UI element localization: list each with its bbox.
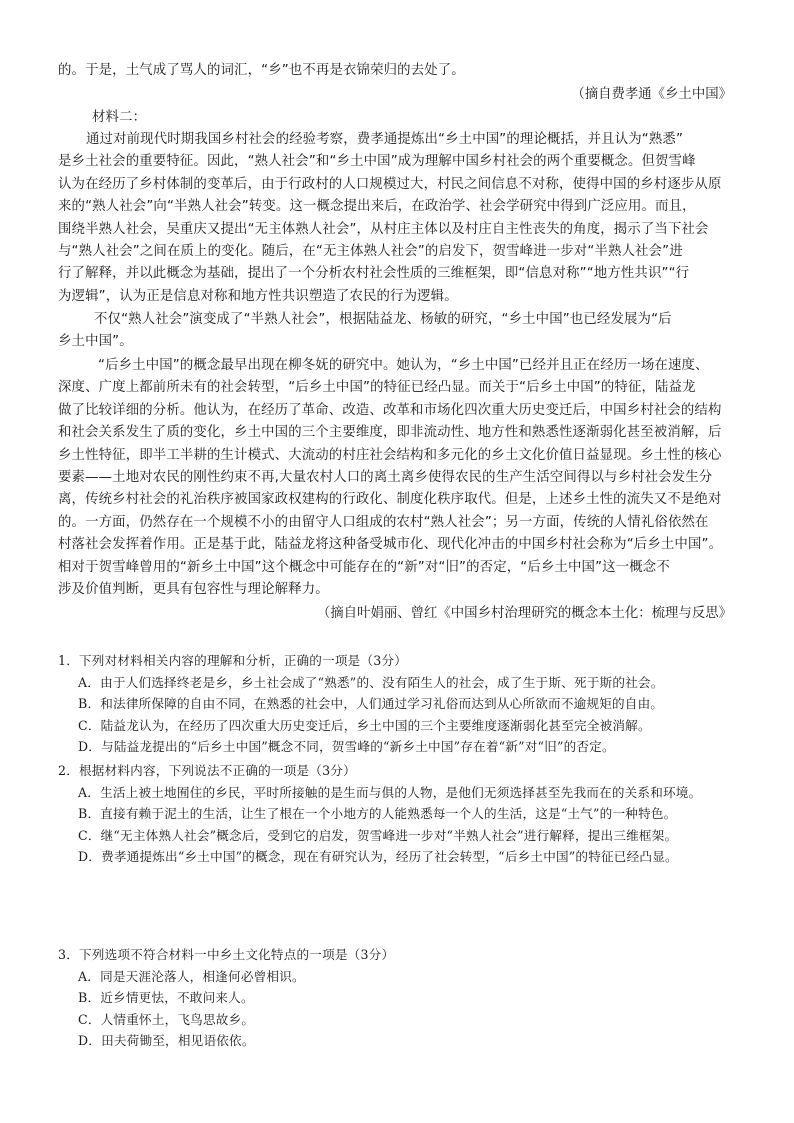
option-b: B．近乡情更怯，不敢问来人。	[78, 990, 254, 1006]
option-d: D．费孝通提炼出“乡土中国”的概念，现在有研究认为，经历了社会转型，“后乡土中国”的特征已经凸显。	[78, 849, 678, 865]
text-line: 行了解释，并以此概念为基础，提出了一个分析农村社会性质的三维框架，即“信息对称”“地方性共识”“行	[58, 266, 690, 282]
text-line: 与“熟人社会”之间在质上的变化。随后，在“无主体熟人社会”的启发下，贺雪峰进一步对“半熟人社会”进	[58, 243, 683, 259]
material2-heading: 材料二：	[92, 110, 147, 125]
option-d: D．与陆益龙提出的“后乡土中国”概念不同，贺雪峰的“新乡土中国”存在着“新”对“旧”的否定。	[78, 739, 615, 755]
text-line: 村落社会发挥着作用。正是基于此，陆益龙将这种备受城市化、现代化冲击的中国乡村社会称为“后乡土中国”。	[58, 537, 723, 553]
text-line: “后乡土中国”的概念最早出现在柳冬妩的研究中。她认为，“乡土中国”已经并且正在经历一场在速度、	[98, 358, 709, 373]
text-line: 要素——土地对农民的刚性约束不再,大量农村人口的离土离乡使得农民的生产生活空间得以与乡村社会发生分	[58, 469, 713, 485]
question-stem: 2．根据材料内容，下列说法不正确的一项是（3分）	[58, 763, 356, 778]
option-b: B．直接有赖于泥土的生活，让生了根在一个小地方的人能熟悉每一个人的生活，这是“土气”的一种特色。	[78, 806, 677, 822]
paragraph-3	[58, 355, 738, 601]
source-citation-1: （摘自费孝通《乡土中国》	[571, 87, 732, 102]
text-line: 涉及价值判断，更具有包容性与理论解释力。	[58, 581, 329, 597]
text-line: 做了比较详细的分析。他认为，在经历了革命、改造、改革和市场化四次重大历史变迁后，中国乡村社会的结构	[58, 402, 722, 418]
text-line: 相对于贺雪峰曾用的“新乡土中国”这个概念中可能存在的“新”对“旧”的否定，“后乡土中国”这一概念不	[58, 559, 670, 575]
option-c: C．人情重怀土，飞鸟思故乡。	[78, 1011, 255, 1027]
text-line: 和社会关系发生了质的变化，乡土中国的三个主要维度，即非流动性、地方性和熟悉性逐渐弱化甚至被消解，后	[58, 425, 722, 441]
text-line: 为逻辑”，认为正是信息对称和地方性共识塑造了农民的行为逻辑。	[58, 288, 458, 304]
text-line: 的。于是，土气成了骂人的词汇，“乡”也不再是衣锦荣归的去处了。	[58, 63, 465, 78]
option-a: A．同是天涯沦落人，相逢何必曾相识。	[78, 968, 305, 984]
option-c: C．陆益龙认为，在经历了四次重大历史变迁后，乡土中国的三个主要维度逐渐弱化甚至完全被消解。	[78, 717, 651, 733]
option-d: D．田夫荷锄至，相见语依依。	[78, 1033, 255, 1049]
text-line: 离，传统乡村社会的礼治秩序被国家政权建构的行政化、制度化秩序取代。但是，上述乡土性的流失又不是绝对	[58, 492, 722, 508]
option-b: B．和法律所保障的自由不同，在熟悉的社会中，人们通过学习礼俗而达到从心所欲而不逾规矩的自由。	[78, 696, 664, 712]
question-stem: 1．下列对材料相关内容的理解和分析，正确的一项是（3分）	[58, 653, 408, 668]
paragraph-2	[58, 309, 738, 354]
text-line: 的。一方面，仍然存在一个规模不小的由留守人口组成的农村“熟人社会”；另一方面，传统的人情礼俗依然在	[58, 514, 709, 530]
question-stem: 3．下列选项不符合材料一中乡土文化特点的一项是（3分）	[58, 947, 395, 962]
top-line	[58, 60, 738, 82]
text-line: 来的“熟人社会”向“半熟人社会”转变。这一概念提出来后，在政治学、社会学研究中得到广泛应用。而且，	[58, 199, 696, 215]
text-line: 认为在经历了乡村体制的变革后，由于行政村的人口规模过大，村民之间信息不对称，使得中国的乡村逐步从原	[58, 176, 722, 192]
text-line: 乡土中国”。	[58, 334, 133, 350]
text-line: 围绕半熟人社会，吴重庆又提出“无主体熟人社会”，从村庄主体以及村庄自主性丧失的角度，揭示了当下社会	[58, 221, 709, 237]
option-c: C．继“无主体熟人社会”概念后，受到它的启发，贺雪峰进一步对“半熟人社会”进行解释，提出三维框架。	[78, 827, 678, 843]
question-3	[58, 944, 748, 1052]
option-a: A．生活上被土地囿住的乡民，平时所接触的是生而与俱的人物，是他们无须选择甚至先我而在的关系和环境。	[78, 784, 702, 800]
text-line: 通过对前现代时期我国乡村社会的经验考察，费孝通提炼出“乡土中国”的理论概括，并且认为“熟悉”	[86, 132, 684, 147]
text-line: 乡土性特征，即半工半耕的生计模式、大流动的村庄社会结构和多元化的乡土文化价值日益显现。乡土性的核心	[58, 447, 722, 463]
question-2	[58, 760, 748, 868]
text-line: 是乡土社会的重要特征。因此，“熟人社会”和“乡土中国”成为理解中国乡村社会的两个重要概念。但贺雪峰	[58, 154, 696, 170]
source-citation-2: （摘自叶娟丽、曾红《中国乡村治理研究的概念本土化：梳理与反思》	[316, 606, 732, 621]
text-line: 不仅“熟人社会”演变成了“半熟人社会”，根据陆益龙、杨敏的研究，“乡土中国”也已经发展为“后	[94, 312, 672, 327]
question-1	[58, 650, 748, 758]
option-a: A．由于人们选择终老是乡，乡土社会成了“熟悉”的、没有陌生人的社会，成了生于斯、死于斯的社会。	[78, 674, 664, 690]
text-line: 深度、广度上都前所未有的社会转型，“后乡土中国”的特征已经凸显。而关于“后乡土中国”的特征，陆益龙	[58, 380, 696, 396]
paragraph-1	[58, 129, 738, 308]
